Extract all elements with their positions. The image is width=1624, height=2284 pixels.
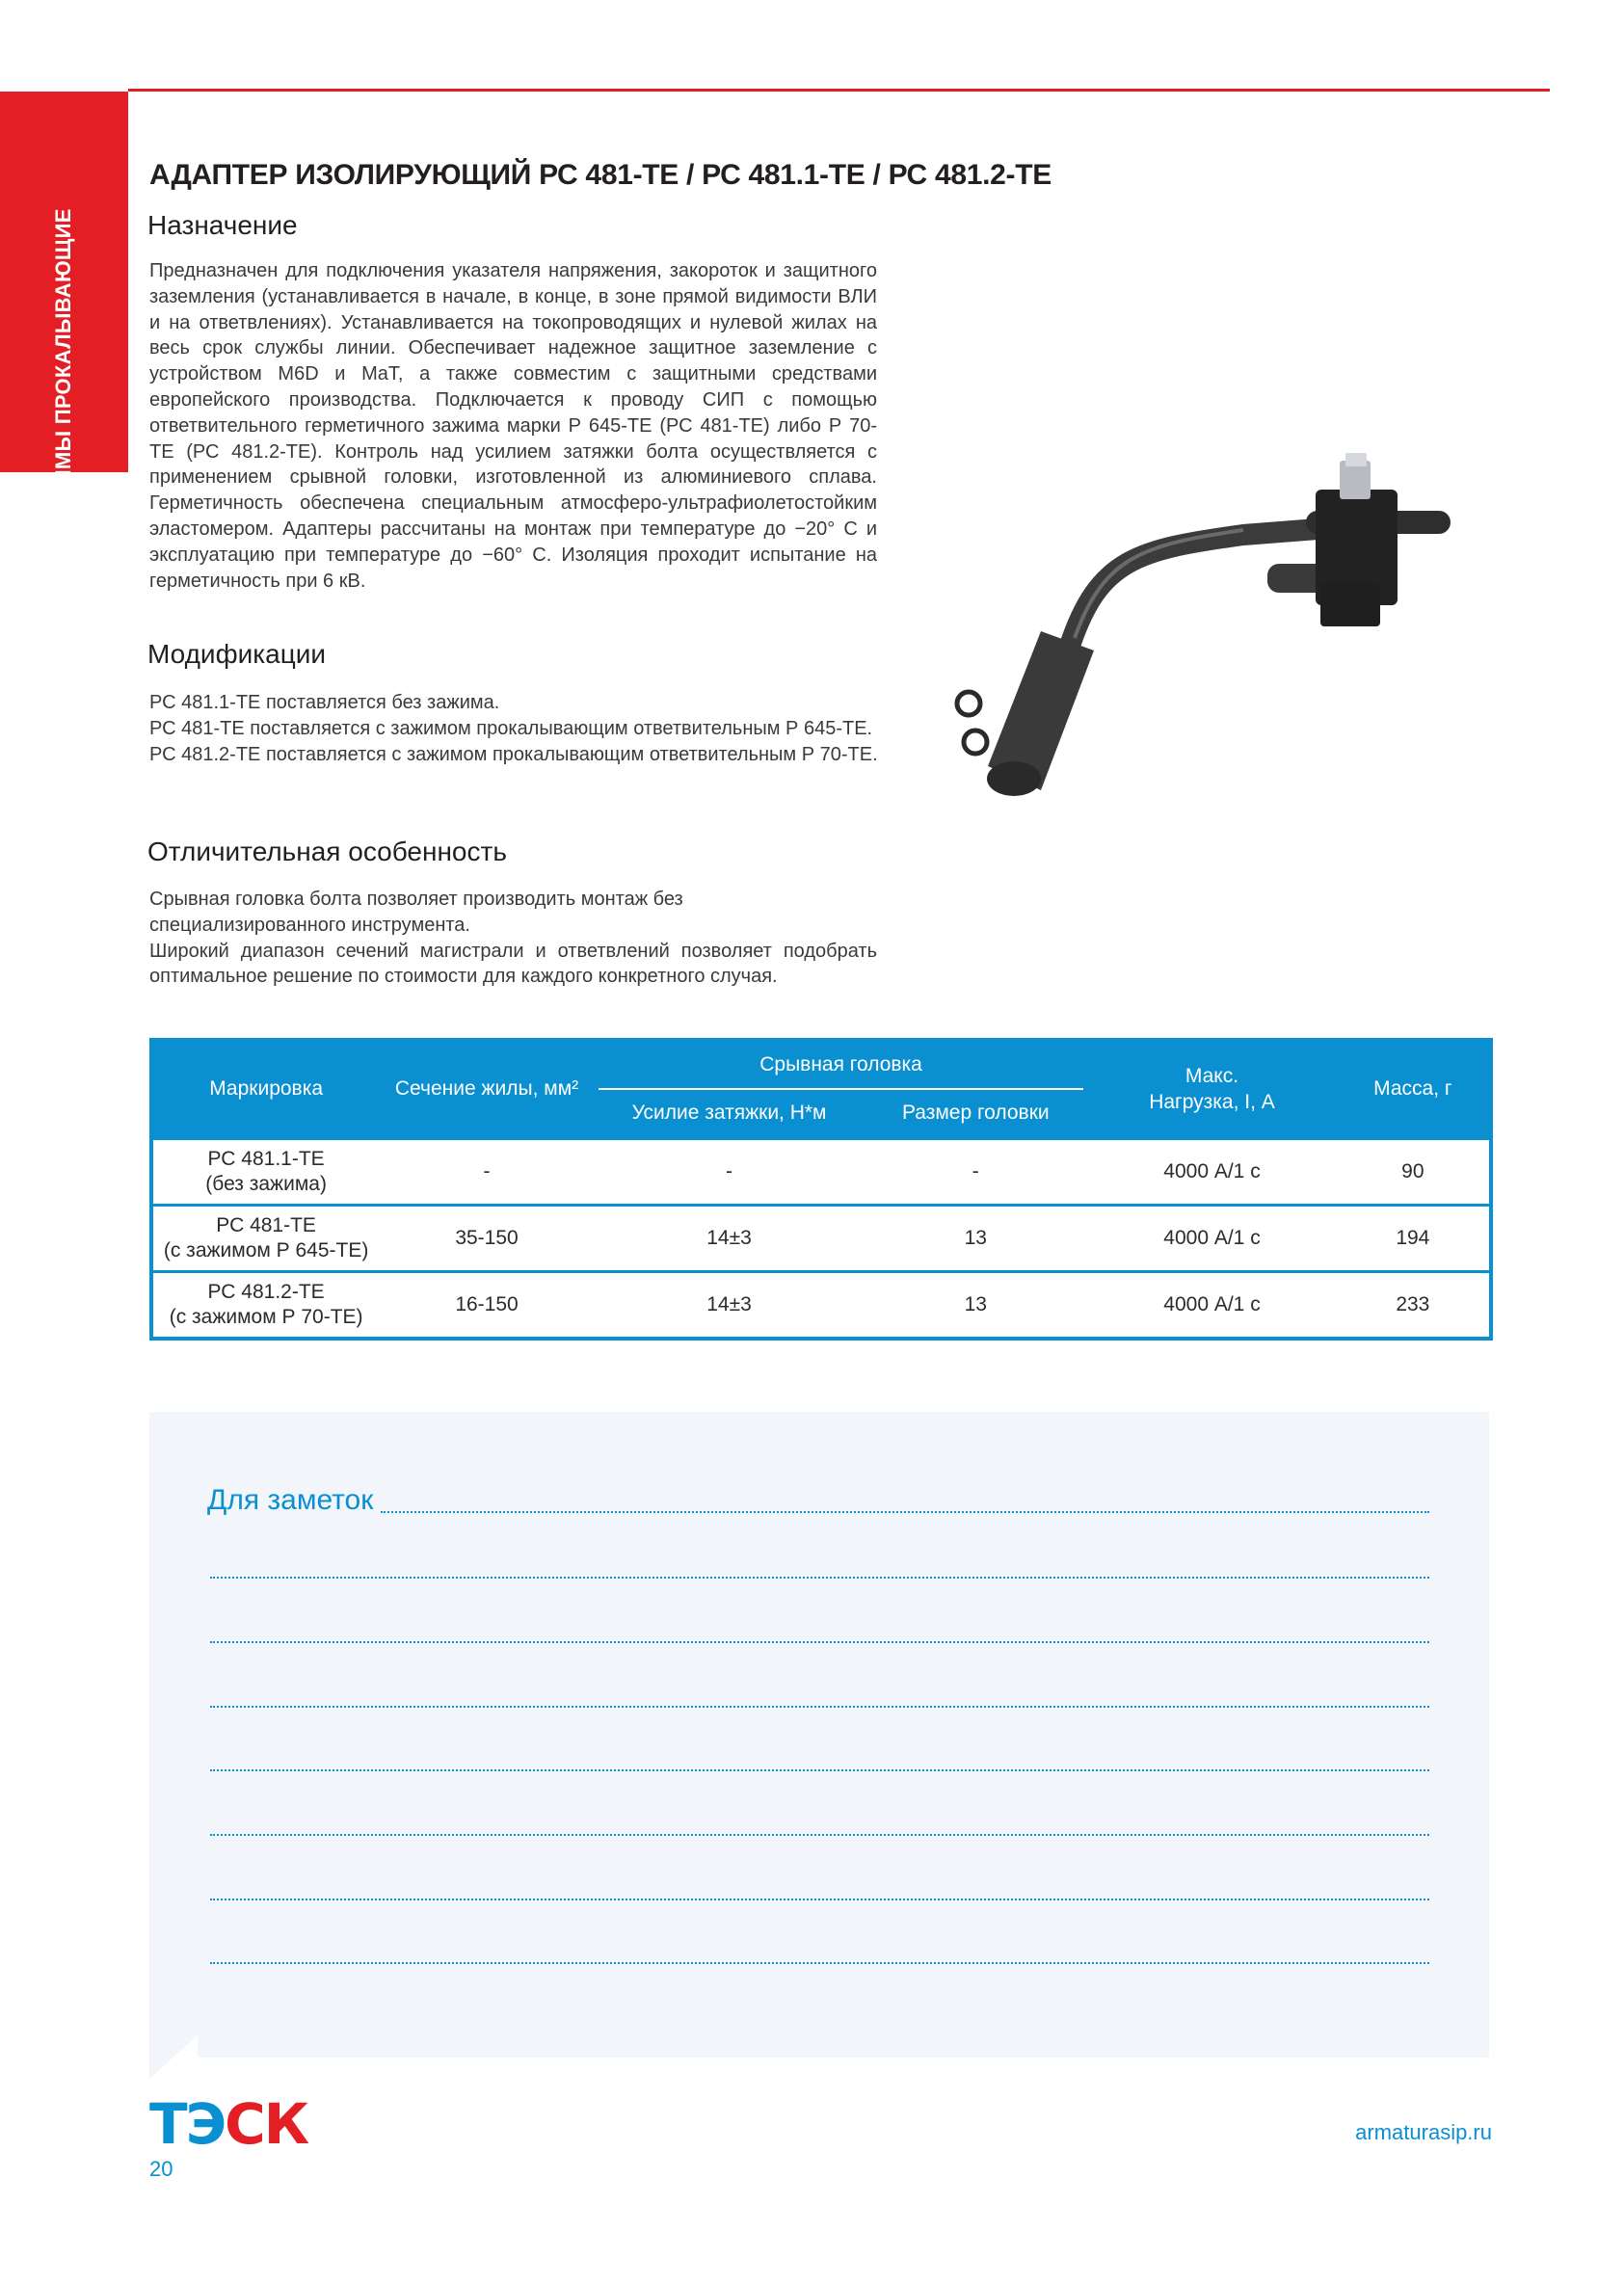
cell-mass: 90 xyxy=(1337,1138,1491,1205)
note-line[interactable] xyxy=(210,1706,1429,1708)
cell-marking xyxy=(151,1271,379,1339)
col-header-torque: Усилие затяжки, Н*м xyxy=(595,1090,864,1138)
marking-note: (без зажима) xyxy=(205,1172,327,1195)
note-line[interactable] xyxy=(210,1769,1429,1771)
feature-text xyxy=(149,887,877,990)
max-load-label-2: Нагрузка, I, А xyxy=(1149,1091,1275,1114)
note-line[interactable] xyxy=(210,1962,1429,1964)
logo-red-part: СК xyxy=(225,2091,308,2157)
modification-item: РС 481.1-ТЕ поставляется без зажима. xyxy=(149,692,500,713)
col-header-section: Сечение жилы, мм² xyxy=(379,1040,595,1138)
cell-section: 35-150 xyxy=(379,1205,595,1271)
modification-item: РС 481-ТЕ поставляется с зажимом прокалывающим ответвительным Р 645-ТЕ. xyxy=(149,717,873,739)
note-line[interactable] xyxy=(381,1511,1429,1513)
cell-section: - xyxy=(379,1138,595,1205)
heading-feature: Отличительная особенность xyxy=(147,837,507,866)
cell-mass: 233 xyxy=(1337,1271,1491,1339)
spec-table xyxy=(149,1038,1493,1341)
note-line[interactable] xyxy=(210,1899,1429,1900)
cell-mass: 194 xyxy=(1337,1205,1491,1271)
marking-note: (с зажимом Р 70-ТЕ) xyxy=(169,1305,363,1328)
cell-marking xyxy=(151,1205,379,1271)
company-logo xyxy=(149,2091,308,2157)
cell-head-size: 13 xyxy=(864,1271,1087,1339)
table-row xyxy=(151,1138,1491,1205)
feature-item: Широкий диапазон сечений магистрали и ответвлений позволяет подобрать оптимальное решение по стоимости для каждого конкретного случая. xyxy=(149,940,877,988)
col-group-breakaway xyxy=(595,1040,1087,1090)
cell-max-load: 4000 А/1 с xyxy=(1087,1205,1336,1271)
notes-title: Для заметок xyxy=(207,1484,374,1516)
note-line[interactable] xyxy=(210,1577,1429,1579)
col-group-label: Срывная головка xyxy=(759,1053,922,1076)
marking-code: РС 481.2-ТЕ xyxy=(207,1280,325,1303)
cell-max-load: 4000 А/1 с xyxy=(1087,1138,1336,1205)
section-label: ЗАЖИМЫ ПРОКАЛЫВАЮЩИЕ xyxy=(51,208,75,534)
col-header-marking: Маркировка xyxy=(151,1040,379,1138)
max-load-label-1: Макс. xyxy=(1185,1065,1239,1088)
heading-purpose: Назначение xyxy=(147,210,298,240)
cell-torque: 14±3 xyxy=(595,1205,864,1271)
feature-item: Срывная головка болта позволяет производить монтаж без специализированного инструмента. xyxy=(149,889,683,936)
cell-max-load: 4000 А/1 с xyxy=(1087,1271,1336,1339)
heading-modifications: Модификации xyxy=(147,639,327,669)
product-image xyxy=(925,414,1590,838)
cell-torque: - xyxy=(595,1138,864,1205)
note-line[interactable] xyxy=(210,1641,1429,1643)
purpose-text xyxy=(149,258,877,594)
cell-head-size: - xyxy=(864,1138,1087,1205)
top-divider xyxy=(128,89,1550,92)
section-tab xyxy=(0,92,128,534)
modification-item: РС 481.2-ТЕ поставляется с зажимом прокалывающим ответвительным Р 70-ТЕ. xyxy=(149,743,878,765)
cell-marking xyxy=(151,1138,379,1205)
page-title: АДАПТЕР ИЗОЛИРУЮЩИЙ РС 481-ТЕ / РС 481.1-ТЕ / РС 481.2-ТЕ xyxy=(149,159,1052,191)
marking-code: РС 481-ТЕ xyxy=(216,1213,316,1236)
col-header-head-size: Размер головки xyxy=(864,1090,1087,1138)
col-header-mass: Масса, г xyxy=(1337,1040,1491,1138)
logo-blue-part: ТЭ xyxy=(149,2091,226,2157)
product-connector-body xyxy=(957,631,1094,796)
notes-panel-notch xyxy=(149,2035,198,2079)
website-link[interactable]: armaturasip.ru xyxy=(1355,2120,1492,2144)
cell-section: 16-150 xyxy=(379,1271,595,1339)
purpose-paragraph: Предназначен для подключения указателя напряжения, закороток и защитного заземления (устанавливается в начале, в конце, в зоне прямой видимости ВЛИ и на ответвлениях). Устанавливается на токопроводящих и нулевой жилах на весь срок службы линии. Обеспечивает надежное защитное заземление с устройством M6D и MaT, а также совместим с защитными средствами европейского производства. Подключается к проводу СИП с помощью ответвительного герметичного зажима марки Р 645-ТЕ (РС 481-ТЕ) либо Р 70-ТЕ (РС 481.2-ТЕ). Контроль над усилием затяжки болта осуществляется с применением срывной головки, изготовленной из алюминиевого сплава. Герметичность обеспечена специальным атмосферо-ультрафиолетостойким эластомером. Адаптеры рассчитаны на монтаж при температуре до −20° С и эксплуатацию при температуре до −60° С. Изоляция проходит испытание на герметичность при 6 кВ. xyxy=(149,260,877,592)
page-number: 20 xyxy=(149,2157,173,2181)
table-row xyxy=(151,1205,1491,1271)
marking-code: РС 481.1-ТЕ xyxy=(207,1147,325,1170)
marking-note: (с зажимом Р 645-ТЕ) xyxy=(163,1238,369,1262)
cell-head-size: 13 xyxy=(864,1205,1087,1271)
col-header-max-load xyxy=(1087,1040,1336,1138)
cell-torque: 14±3 xyxy=(595,1271,864,1339)
modifications-list xyxy=(149,690,882,767)
note-line[interactable] xyxy=(210,1834,1429,1836)
table-row xyxy=(151,1271,1491,1339)
